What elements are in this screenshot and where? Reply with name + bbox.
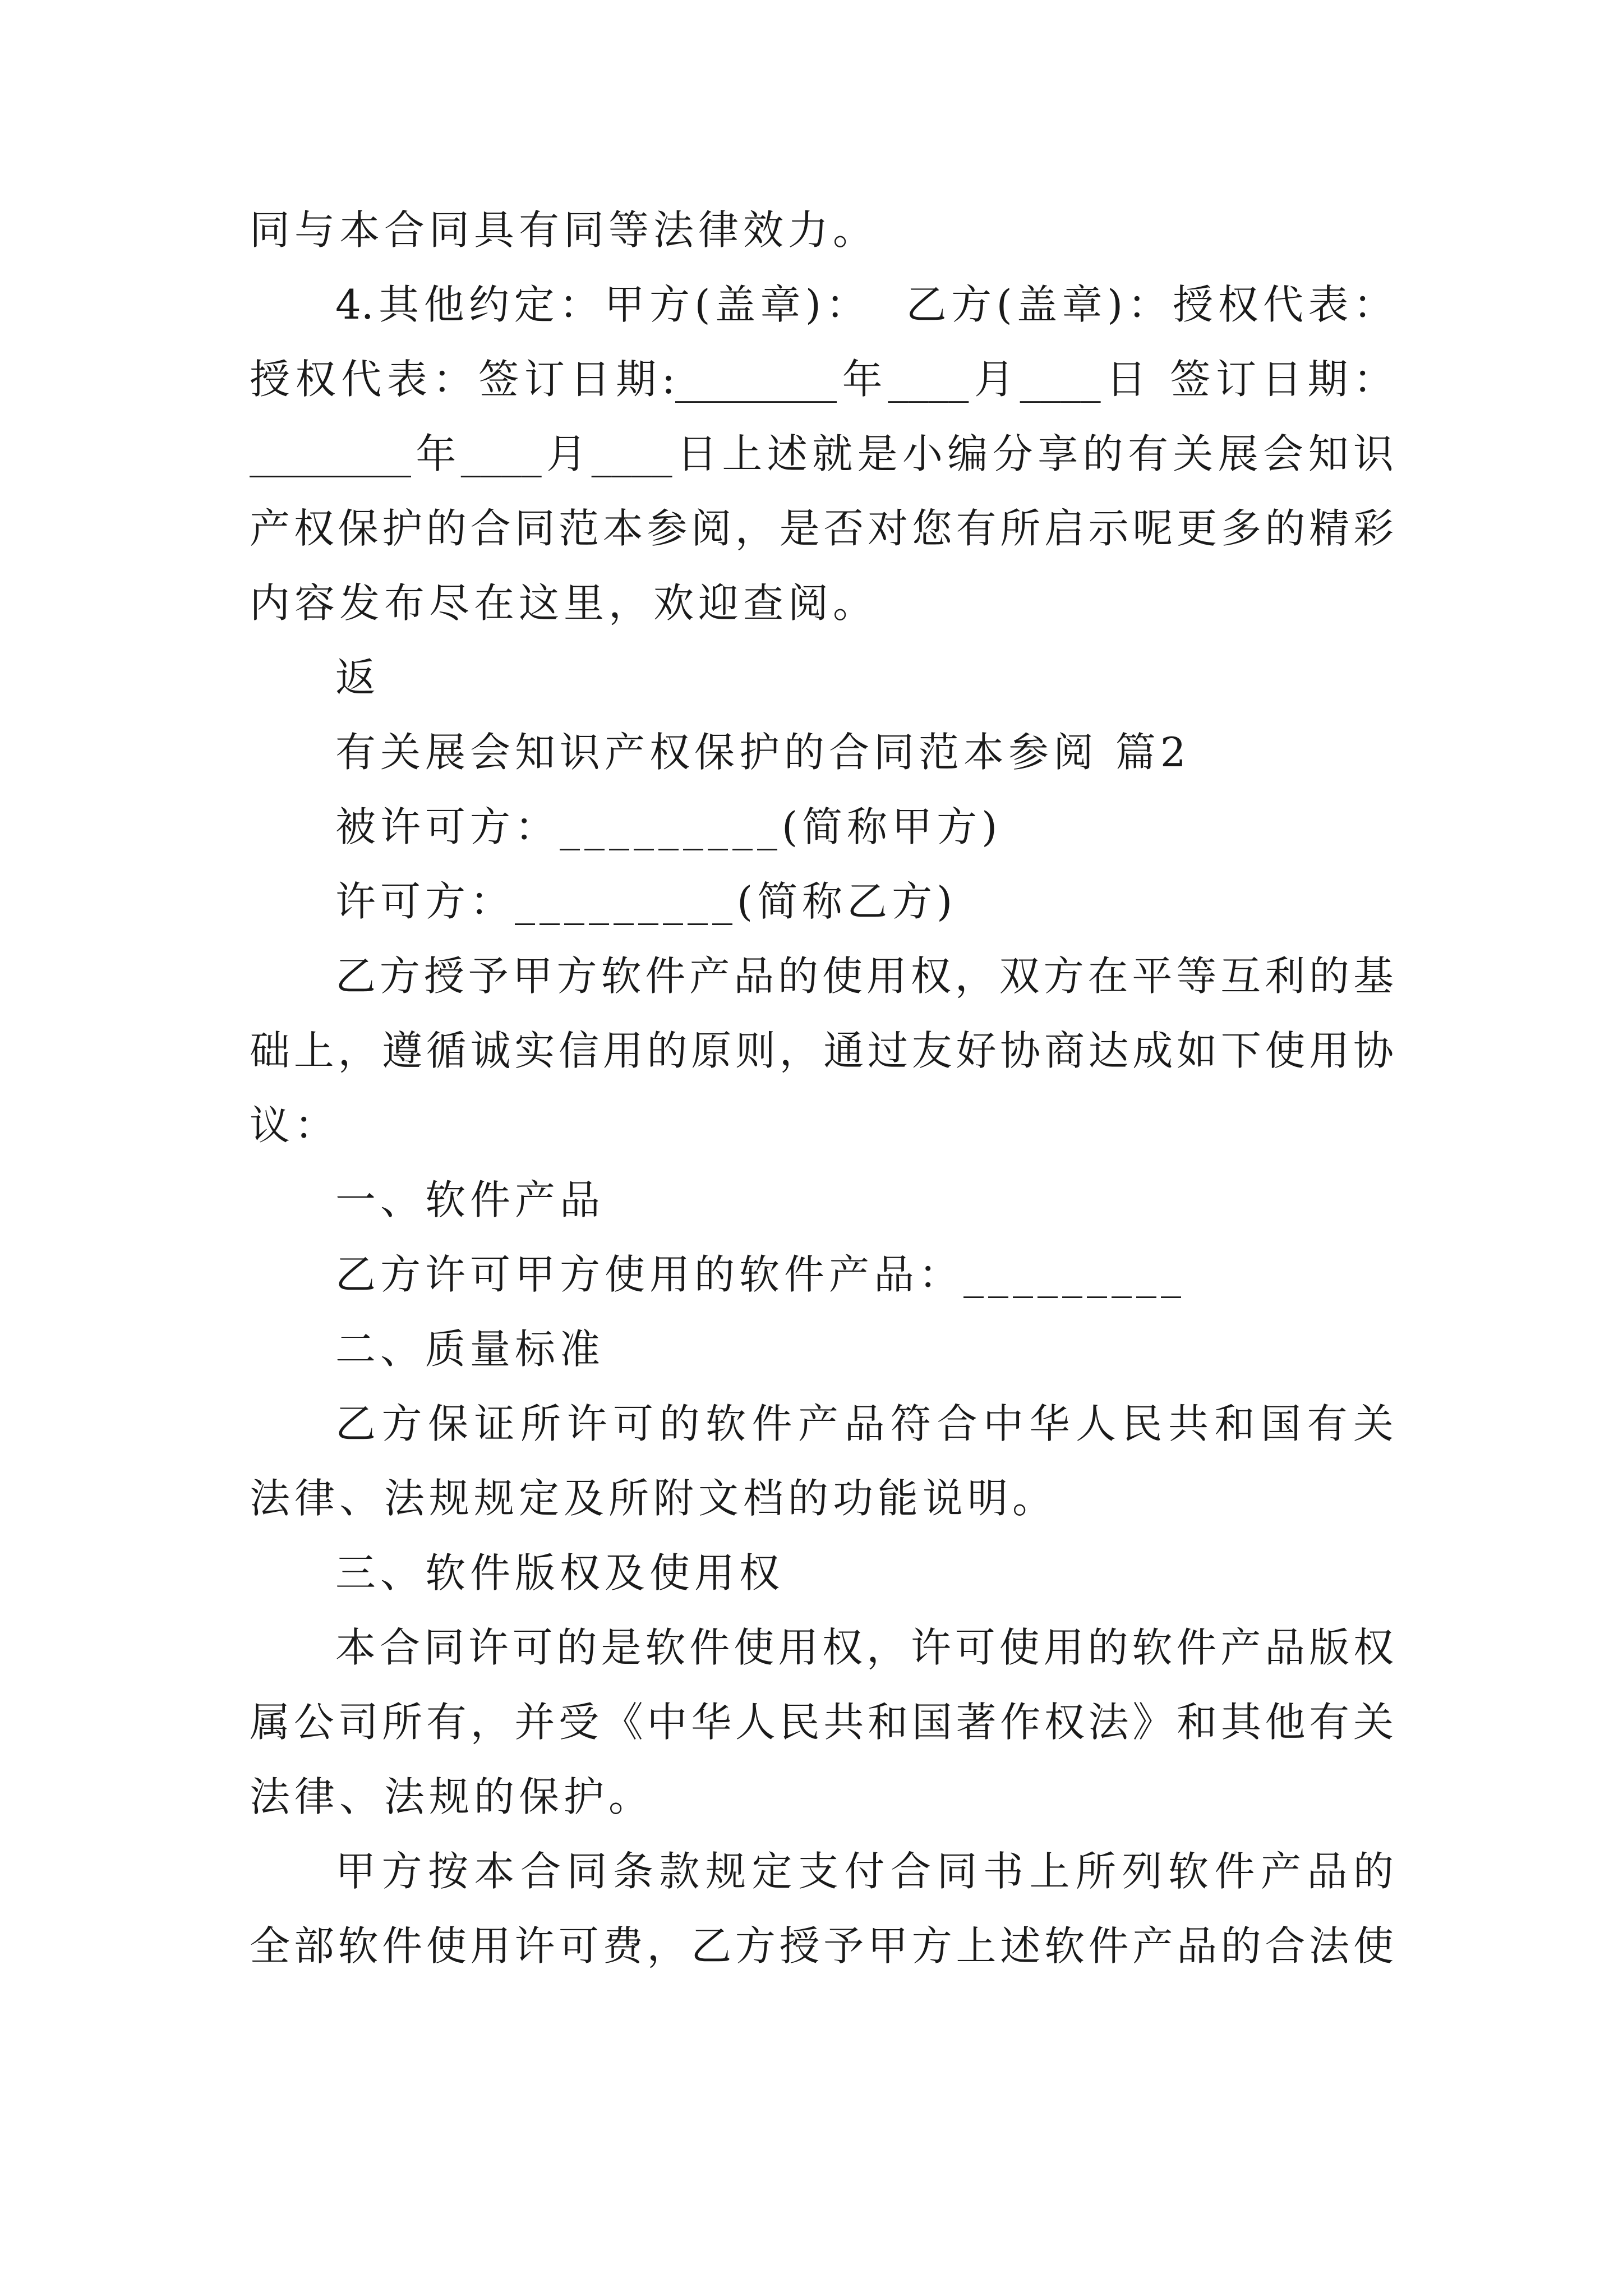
text-line: ________年____月____日上述就是小编分享的有关展会知识: [250, 430, 1394, 477]
text-line: 属公司所有，并受《中华人民共和国著作权法》和其他有关: [250, 1699, 1394, 1746]
text-line: 产权保护的合同范本参阅，是否对您有所启示呢更多的精彩: [250, 505, 1394, 552]
text-line: 议：: [250, 1102, 340, 1149]
text-line: 许可方：_________(简称乙方): [335, 878, 957, 925]
text-line: 乙方保证所许可的软件产品符合中华人民共和国有关: [335, 1400, 1394, 1447]
text-line: 同与本合同具有同等法律效力。: [250, 206, 878, 254]
text-line: 全部软件使用许可费，乙方授予甲方上述软件产品的合法使: [250, 1922, 1394, 1970]
section-heading: 有关展会知识产权保护的合同范本参阅 篇2: [335, 729, 1191, 776]
text-line: 甲方按本合同条款规定支付合同书上所列软件产品的: [335, 1848, 1394, 1895]
text-line: 法律、法规的保护。: [250, 1773, 654, 1820]
text-line: 被许可方：_________(简称甲方): [335, 803, 1002, 850]
text-line: 乙方授予甲方软件产品的使用权，双方在平等互利的基: [335, 953, 1394, 1000]
text-line: 返: [335, 654, 381, 701]
text-line: 本合同许可的是软件使用权，许可使用的软件产品版权: [335, 1624, 1394, 1671]
clause-heading: 三、软件版权及使用权: [335, 1549, 785, 1596]
text-line: 法律、法规规定及所附文档的功能说明。: [250, 1475, 1058, 1522]
text-line: 内容发布尽在这里，欢迎查阅。: [250, 579, 878, 627]
clause-heading: 二、质量标准: [335, 1326, 605, 1373]
text-line: 4.其他约定：甲方(盖章)： 乙方(盖章)：授权代表：: [335, 281, 1394, 328]
clause-heading: 一、软件产品: [335, 1176, 605, 1223]
text-line: 础上，遵循诚实信用的原则，通过友好协商达成如下使用协: [250, 1027, 1394, 1074]
text-line: 乙方许可甲方使用的软件产品：_________: [335, 1251, 1186, 1298]
text-line: 授权代表：签订日期:________年____月____日 签订日期：: [250, 356, 1394, 403]
